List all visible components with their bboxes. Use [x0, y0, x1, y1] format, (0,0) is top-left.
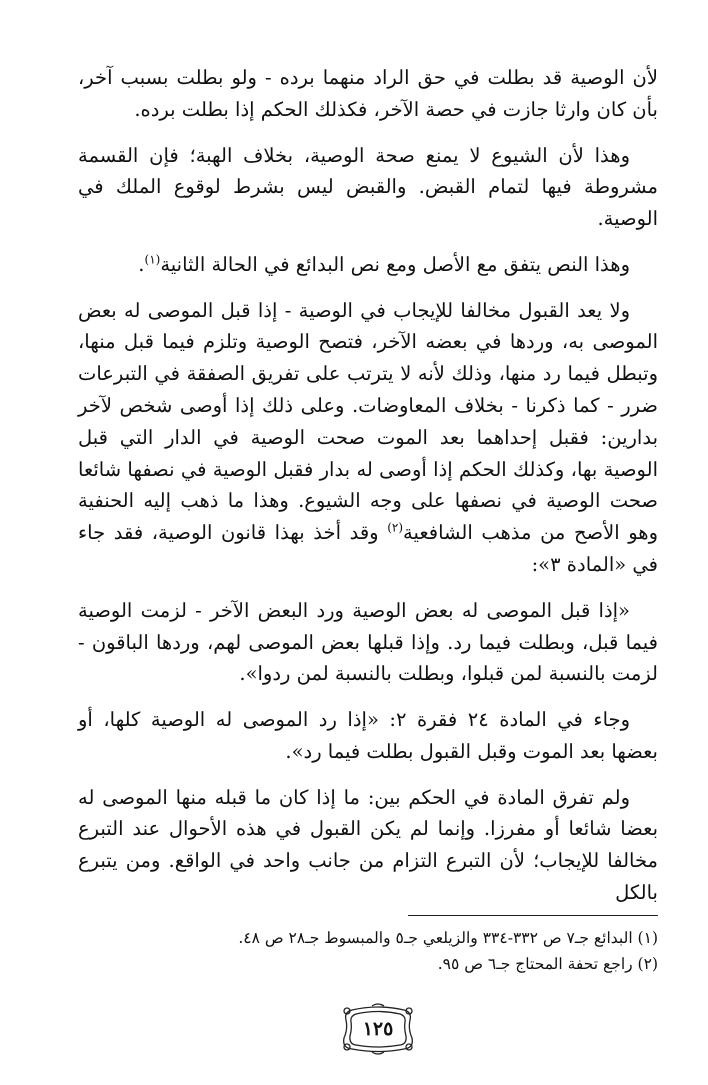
page-number: ١٢٥	[362, 1018, 394, 1040]
footnote-2: (٢) راجع تحفة المحتاج جـ٦ ص ٩٥.	[437, 954, 658, 973]
paragraph-3: وهذا النص يتفق مع الأصل ومع نص البدائع في الحالة الثانية$^{(١)}$.	[138, 252, 630, 276]
paragraph-4-tail: وقد أخذ بهذا قانون الوصية، فقد جاء في «المادة ٣»:	[78, 521, 658, 576]
footnote-ref-1[interactable]: (١)	[144, 252, 161, 267]
footnote-ref-2[interactable]: (٢)	[387, 520, 404, 535]
paragraph-article-24: وجاء في المادة ٢٤ فقرة ٢: «إذا رد الموصى له الوصية كلها، أو بعضها بعد الموت وقبل القبول بطلت فيما رد».	[78, 708, 658, 763]
paragraph-1: لأن الوصية قد بطلت في حق الراد منهما برده - ولو بطلت بسبب آخر، بأن كان وارثا جازت في حصة الآخر، فكذلك الحكم إذا بطلت برده.	[78, 66, 658, 121]
paragraph-2: وهذا لأن الشيوع لا يمنع صحة الوصية، بخلاف الهبة؛ فإن القسمة مشروطة فيها لتمام القبض. والقبض ليس بشرط لوقوع الملك في الوصية.	[78, 143, 658, 231]
page-number-ornament	[338, 1002, 418, 1056]
quote-article-3: «إذا قبل الموصى له بعض الوصية ورد البعض الآخر - لزمت الوصية فيما قبل، وبطلت فيما رد. وإذا قبلها بعض الموصى لهم، وردها الباقون - لزمت بالنسبة لمن قبلوا، وبطلت بالنسبة لمن ردوا».	[78, 598, 658, 686]
main-text	[78, 62, 658, 923]
paragraph-4	[78, 295, 658, 581]
paragraph-3-text: وهذا النص يتفق مع الأصل ومع نص البدائع في الحالة الثانية	[160, 252, 630, 276]
paragraph-last: ولم تفرق المادة في الحكم بين: ما إذا كان ما قبله منها الموصى له بعضا شائعا أو مفرزا. وإنما لم يكن القبول في هذه الأحوال عند التبرع مخالفا للإيجاب؛ لأن التبرع التزام من جانب واحد في الواقع. ومن يتبرع بالكل	[78, 785, 658, 904]
footnotes	[78, 926, 658, 977]
footnote-1: (١) البدائع جـ٧ ص ٣٣٢-٣٣٤ والزيلعي جـ٥ والمبسوط جـ٢٨ ص ٤٨.	[238, 929, 658, 947]
footnote-divider	[408, 915, 658, 916]
paragraph-4-text: ولا يعد القبول مخالفا للإيجاب في الوصية - إذا قبل الموصى له بعض الموصى به، وردها في بعضه الآخر، فتصح الوصية وتلزم فيما قبل منها، وتبطل فيما رد منها، وذلك لأنه لا يترتب على تفريق الصفقة في التبرعات ضرر - كما ذكرنا - بخلاف المعاوضات. وعلى ذلك إذا أوصى شخص لآخر بدارين: فقبل إحداهما بعد الموت صحت الوصية في الدار التي قبل الوصية بها، وكذلك الحكم إذا أوصى له بدار فقبل الوصية في نصفها شائعا صحت الوصية في نصفها على وجه الشيوع. وهذا ما ذهب إليه الحنفية وهو الأصح من مذهب الشافعية	[78, 298, 658, 545]
